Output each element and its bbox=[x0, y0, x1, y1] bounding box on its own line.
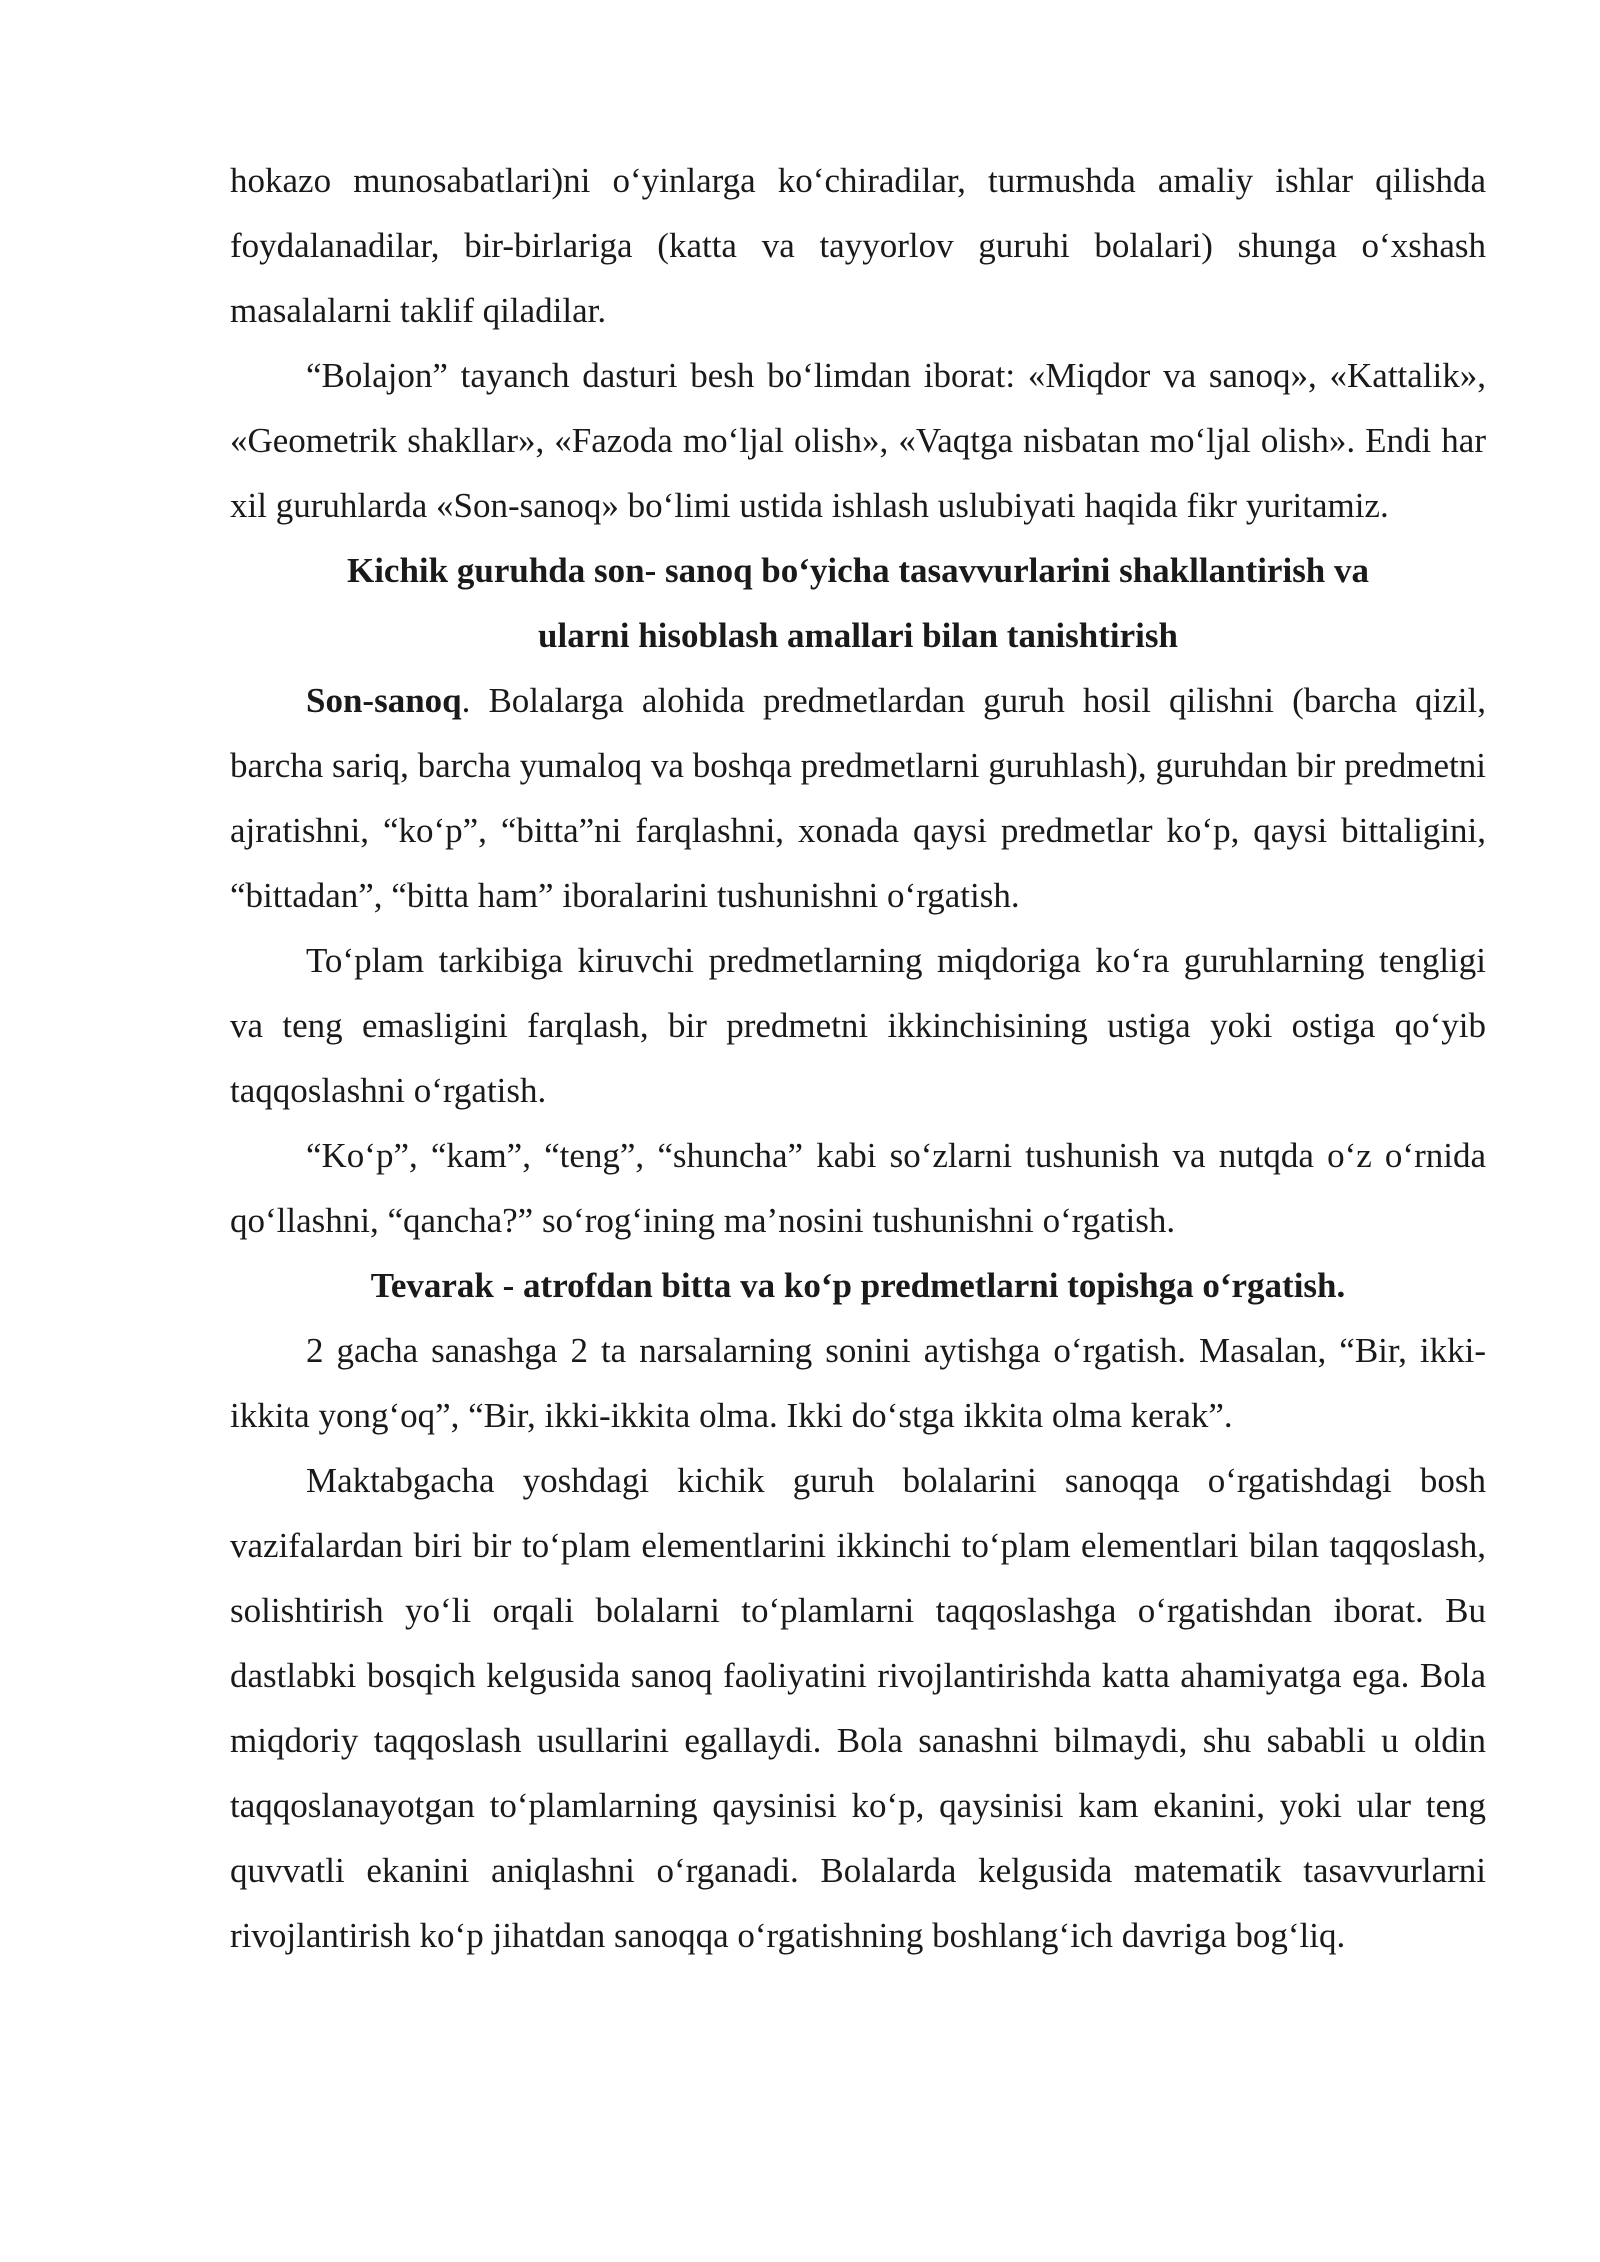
document-page bbox=[230, 148, 1486, 1968]
paragraph-kop-kam-teng: “Ko‘p”, “kam”, “teng”, “shuncha” kabi so‘zlarni tushunish va nutqda o‘z o‘rnida qo‘llashni, “qancha?” so‘rog‘ining ma’nosini tushunishni o‘rgatish. bbox=[230, 1136, 1486, 1240]
son-sanoq-lead-term: Son-sanoq bbox=[306, 681, 462, 720]
paragraph-counting-two: 2 gacha sanashga 2 ta narsalarning sonini aytishga o‘rgatish. Masalan, “Bir, ikki-ikkita yong‘oq”, “Bir, ikki-ikkita olma. Ikki do‘stga ikkita olma kerak”. bbox=[230, 1331, 1486, 1435]
paragraph-bolajon-program: “Bolajon” tayanch dasturi besh bo‘limdan iborat: «Miqdor va sanoq», «Kattalik», «Geometrik shakllar», «Fazoda mo‘ljal olish», «Vaqtga nisbatan mo‘ljal olish». Endi har xil guruhlarda «Son-sanoq» bo‘limi ustida ishlash uslubiyati haqida fikr yuritamiz. bbox=[230, 356, 1486, 525]
paragraph-intro-continuation: hokazo munosabatlari)ni o‘yinlarga ko‘chiradilar, turmushda amaliy ishlar qilishda foydalanadilar, bir-birlariga (katta va tayyorlov guruhi bolalari) shunga o‘xshash masalalarni taklif qiladilar. bbox=[230, 161, 1486, 330]
paragraph-son-sanoq bbox=[230, 668, 1486, 928]
paragraph-toplam-comparison: To‘plam tarkibiga kiruvchi predmetlarning miqdoriga ko‘ra guruhlarning tengligi va teng emasligini farqlash, bir predmetni ikkinchisining ustiga yoki ostiga qo‘yib taqqoslashni o‘rgatish. bbox=[230, 941, 1486, 1110]
subsection-heading: Tevarak - atrofdan bitta va ko‘p predmetlarni topishga o‘rgatish. bbox=[370, 1266, 1346, 1305]
section-heading-line-2: ularni hisoblash amallari bilan tanishtirish bbox=[538, 616, 1178, 655]
paragraph-preschool-tasks: Maktabgacha yoshdagi kichik guruh bolalarini sanoqqa o‘rgatishdagi bosh vazifalardan biri bir to‘plam elementlarini ikkinchi to‘plam elementlari bilan taqqoslash, solishtirish yo‘li orqali bolalarni to‘plamlarni taqqoslashga o‘rgatishdan iborat. Bu dastlabki bosqich kelgusida sanoq faoliyatini rivojlantirishda katta ahamiyatga ega. Bola miqdoriy taqqoslash usullarini egallaydi. Bola sanashni bilmaydi, shu sababli u oldin taqqoslanayotgan to‘plamlarning qaysinisi ko‘p, qaysinisi kam ekanini, yoki ular teng quvvatli ekanini aniqlashni o‘rganadi. Bolalarda kelgusida matematik tasavvurlarni rivojlantirish ko‘p jihatdan sanoqqa o‘rgatishning boshlang‘ich davriga bog‘liq. bbox=[230, 1461, 1486, 1955]
son-sanoq-body: . Bolalarga alohida predmetlardan guruh hosil qilishni (barcha qizil, barcha sariq, barcha yumaloq va boshqa predmetlarni guruhlash), guruhdan bir predmetni ajratishni, “ko‘p”, “bitta”ni farqlashni, xonada qaysi predmetlar ko‘p, qaysi bittaligini, “bittadan”, “bitta ham” iboralarini tushunishni o‘rgatish. bbox=[230, 681, 1486, 915]
section-heading-line-1: Kichik guruhda son- sanoq bo‘yicha tasavvurlarini shakllantirish va bbox=[346, 551, 1370, 590]
